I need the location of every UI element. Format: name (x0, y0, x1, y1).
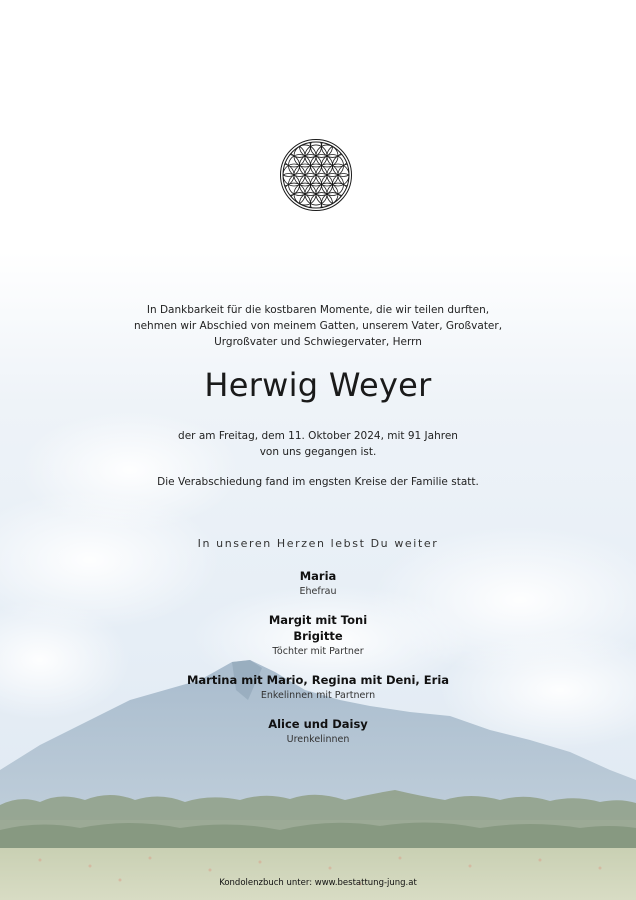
mourner-role: Enkelinnen mit Partnern (260, 690, 376, 701)
mourner-name: Martina mit Mario, Regina mit Deni, Eria (186, 673, 450, 687)
mourner-group (0, 716, 636, 747)
mourners-list (0, 568, 636, 760)
mourner-group (0, 612, 636, 659)
farewell-note: Die Verabschiedung fand im engsten Kreise der Familie statt. (157, 476, 479, 488)
flower-of-life-icon (270, 129, 362, 221)
death-line: der am Freitag, dem 11. Oktober 2024, mit 91 Jahren (178, 430, 458, 442)
mourner-role: Ehefrau (299, 586, 337, 597)
condolence-book-link[interactable]: Kondolenzbuch unter: www.bestattung-jung.at (219, 878, 417, 888)
mourner-name: Alice und Daisy (268, 717, 368, 731)
motto: In unseren Herzen lebst Du weiter (197, 537, 439, 550)
deceased-name: Herwig Weyer (204, 366, 432, 404)
mourner-role: Töchter mit Partner (272, 646, 364, 657)
mourner-name: Brigitte (293, 629, 343, 643)
mourner-group (0, 568, 636, 599)
mourner-name: Maria (299, 569, 337, 583)
death-line: von uns gegangen ist. (259, 446, 377, 458)
intro-line: nehmen wir Abschied von meinem Gatten, unserem Vater, Großvater, (133, 320, 503, 332)
death-notice (100, 428, 536, 460)
mourner-role: Urenkelinnen (286, 734, 350, 745)
intro-line: Urgroßvater und Schwiegervater, Herrn (214, 336, 422, 348)
intro-text (100, 302, 536, 350)
mourner-name: Margit mit Toni (268, 613, 368, 627)
mourner-group (0, 672, 636, 703)
intro-line: In Dankbarkeit für die kostbaren Momente, die wir teilen durften, (146, 304, 490, 316)
